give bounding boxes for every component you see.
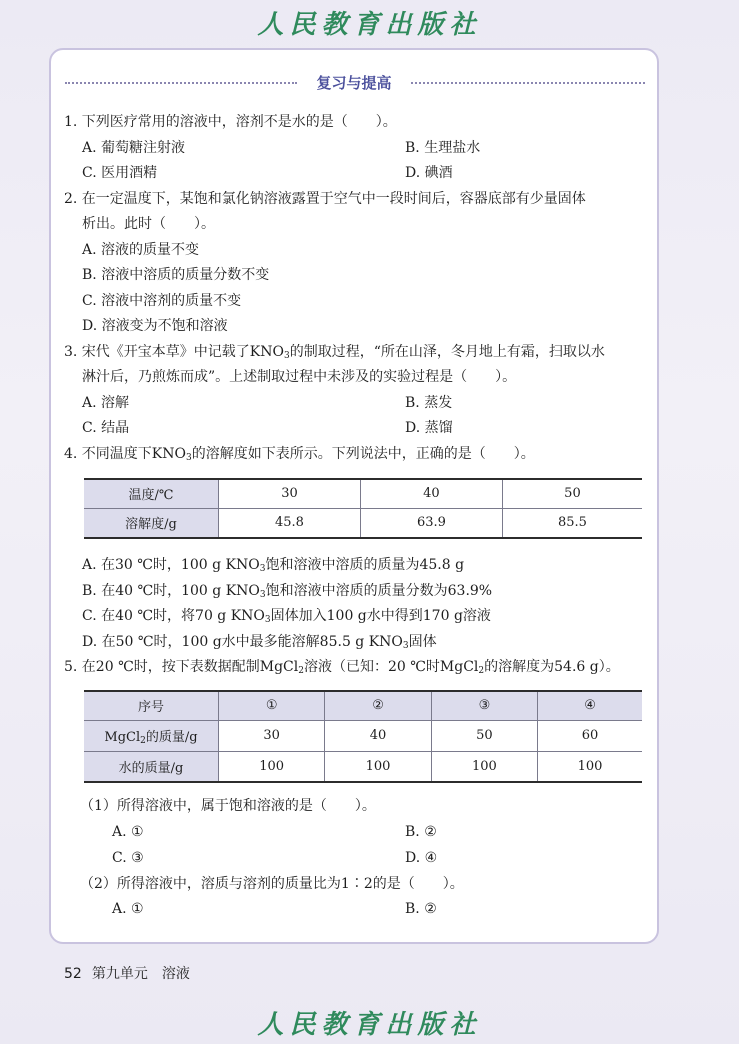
- table-cell: 100: [431, 751, 537, 782]
- table-row: [84, 751, 642, 782]
- q2-option-d: D. 溶液变为不饱和溶液: [82, 318, 228, 334]
- table-cell: 100: [325, 751, 431, 782]
- q2-option-a: A. 溶液的质量不变: [82, 242, 200, 258]
- q3-stem-line1: 3. 宋代《开宝本草》中记载了$KNO_3$的制取过程，“所在山泽，冬月地上有霜，扫取以水: [64, 344, 605, 361]
- table-cell: 40: [325, 720, 431, 751]
- table-header-cell: ②: [325, 691, 431, 720]
- table-row: [84, 508, 642, 538]
- q2-option-c: C. 溶液中溶剂的质量不变: [82, 293, 242, 309]
- table-cell: 50: [502, 479, 642, 508]
- q4-option-a: A. 在30 ℃时，100 g $KNO_3$饱和溶液中溶质的质量为45.8 g: [82, 557, 465, 574]
- q3-option-d: D. 蒸馏: [405, 420, 453, 436]
- q5-sub1-option-d: D. ④: [405, 850, 438, 866]
- table-row: [84, 479, 642, 508]
- table-cell: 40: [360, 479, 502, 508]
- table-row: [84, 720, 642, 751]
- table-cell: 50: [431, 720, 537, 751]
- q5-sub1-option-c: C. ③: [112, 850, 144, 866]
- q2-stem-line2: 析出。此时（ ）。: [82, 216, 215, 232]
- q5-sub1-option-a: A. ①: [112, 824, 144, 840]
- q1-option-b: B. 生理盐水: [405, 140, 481, 156]
- q1-option-a: A. 葡萄糖注射液: [82, 140, 186, 156]
- table-cell: 30: [219, 479, 361, 508]
- q4-option-d: D. 在50 ℃时，100 g水中最多能溶解85.5 g $KNO_3$固体: [82, 634, 437, 651]
- table-cell: 100: [219, 751, 325, 782]
- q2-stem-line1: 2. 在一定温度下，某饱和氯化钠溶液露置于空气中一段时间后，容器底部有少量固体: [64, 191, 586, 207]
- table-cell: 60: [538, 720, 642, 751]
- table-header-cell: MgCl$_2$的质量/g: [84, 720, 219, 751]
- q5-sub1-option-b: B. ②: [405, 824, 437, 840]
- q4-stem: 4. 不同温度下$KNO_3$的溶解度如下表所示。下列说法中，正确的是（ ）。: [64, 446, 535, 463]
- q5-sub2-option-a: A. ①: [112, 901, 144, 917]
- q1-option-c: C. 医用酒精: [82, 165, 158, 181]
- q2-option-b: B. 溶液中溶质的质量分数不变: [82, 267, 270, 283]
- table-cell: 63.9: [360, 508, 502, 538]
- table-header-cell: 温度/℃: [84, 479, 219, 508]
- q3-option-a: A. 溶解: [82, 395, 130, 411]
- q3-option-b: B. 蒸发: [405, 395, 453, 411]
- table-header-cell: ③: [431, 691, 537, 720]
- header-divider-left: [65, 82, 297, 84]
- table-cell: 85.5: [502, 508, 642, 538]
- unit-title: 第九单元 溶液: [91, 966, 190, 982]
- publisher-logo-bottom: 人民教育出版社: [257, 1010, 482, 1040]
- page-number: 52: [64, 966, 82, 982]
- q4-solubility-table: [84, 478, 642, 539]
- table-cell: 100: [538, 751, 642, 782]
- table-header-cell: ④: [538, 691, 642, 720]
- q5-stem: 5. 在20 ℃时，按下表数据配制MgCl$_2$溶液（已知：20 ℃时MgCl$_2$的溶解度为54.6 g）。: [64, 659, 620, 676]
- table-header-cell: 溶解度/g: [84, 508, 219, 538]
- q4-option-b: B. 在40 ℃时，100 g $KNO_3$饱和溶液中溶质的质量分数为63.9%: [82, 583, 493, 600]
- q4-option-c: C. 在40 ℃时，将70 g $KNO_3$固体加入100 g水中得到170 g溶液: [82, 608, 491, 625]
- table-header-cell: ①: [219, 691, 325, 720]
- q1-option-d: D. 碘酒: [405, 165, 453, 181]
- table-cell: 30: [219, 720, 325, 751]
- q5-sub2-option-b: B. ②: [405, 901, 437, 917]
- q5-sub2-stem: （2）所得溶液中，溶质与溶剂的质量比为1∶2的是（ ）。: [80, 876, 464, 892]
- page-footer: [64, 963, 190, 983]
- table-header-cell: 序号: [84, 691, 219, 720]
- section-title: 复习与提高: [316, 74, 392, 92]
- q3-stem-line2: 淋汁后，乃煎炼而成”。上述制取过程中未涉及的实验过程是（ ）。: [82, 369, 517, 385]
- q5-sub1-stem: （1）所得溶液中，属于饱和溶液的是（ ）。: [80, 798, 376, 814]
- q3-option-c: C. 结晶: [82, 420, 130, 436]
- q5-mgcl2-table: [84, 690, 642, 783]
- q1-stem: 1. 下列医疗常用的溶液中，溶剂不是水的是（ ）。: [64, 114, 397, 130]
- publisher-logo-top: 人民教育出版社: [257, 10, 482, 40]
- table-cell: 45.8: [219, 508, 361, 538]
- table-row: [84, 691, 642, 720]
- section-header: [65, 72, 645, 92]
- table-header-cell: 水的质量/g: [84, 751, 219, 782]
- header-divider-right: [411, 82, 645, 84]
